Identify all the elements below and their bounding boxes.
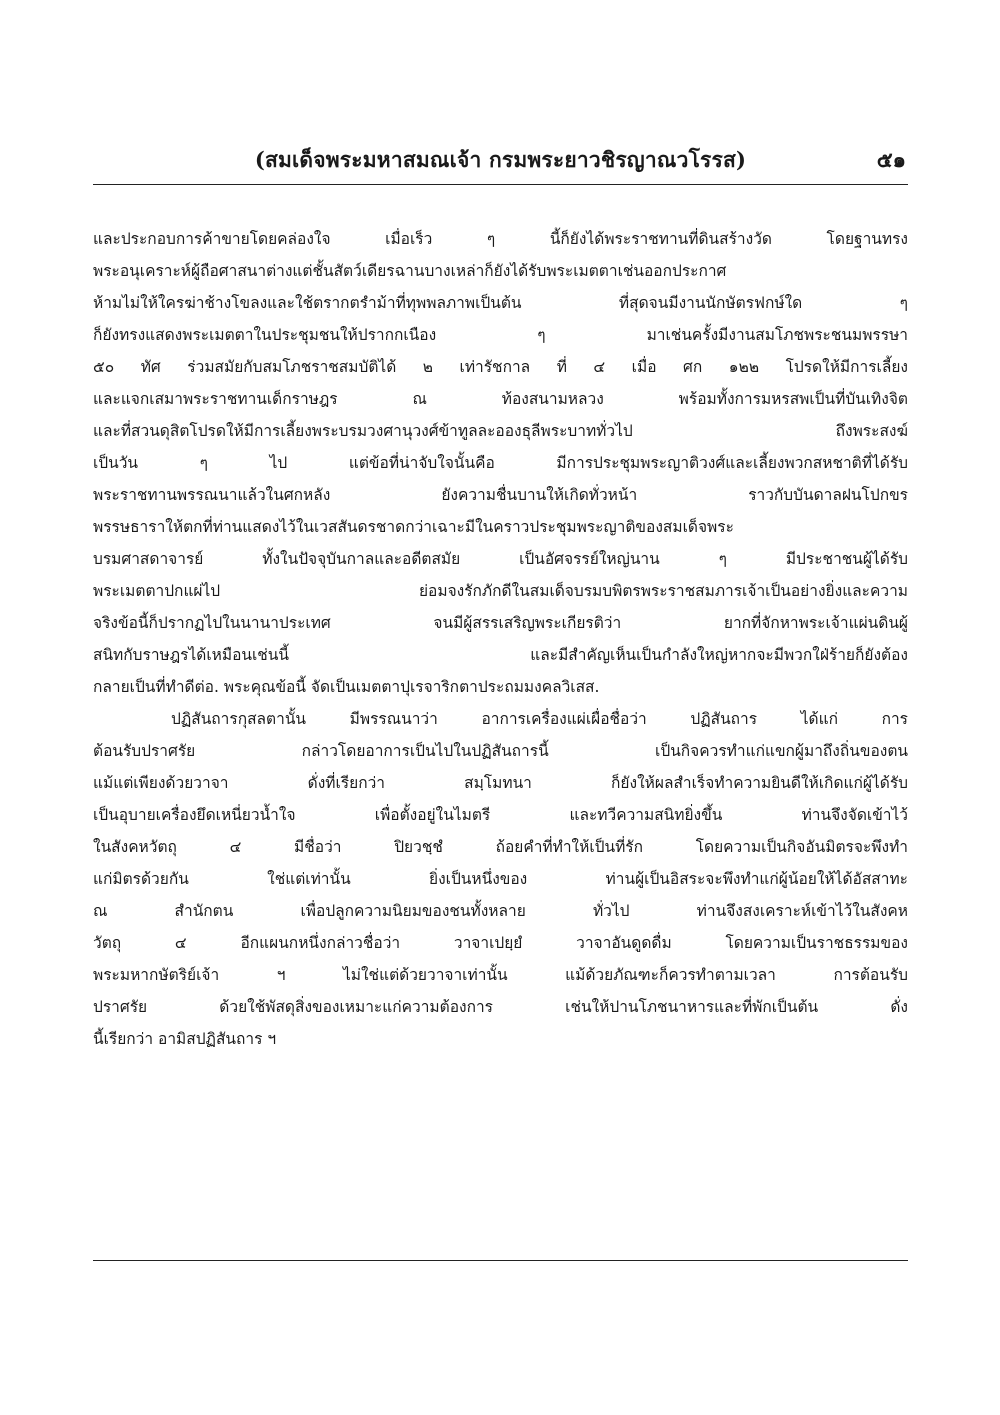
text-line: ต้อนรับปราศรัย กล่าวโดยอาการเป็นไปในปฏิสันถารนี้ เป็นกิจควรทำแก่แขกผู้มาถึงถิ่นของตน	[93, 742, 908, 760]
text-line: และที่สวนดุสิตโปรดให้มีการเลี้ยงพระบรมวงศานุวงศ์ข้าทูลละอองธุลีพระบาททั่วไป ถึงพระสงฆ์	[93, 422, 908, 440]
text-line: ปฏิสันถารกุสลตานั้น มีพรรณนาว่า อาการเครื่องแผ่เผื่อชื่อว่า ปฏิสันถาร ได้แก่ การ	[171, 710, 908, 728]
body-text	[93, 223, 908, 1055]
text-line: เป็นวัน ๆ ไป แต่ข้อที่น่าจับใจนั้นคือ มีการประชุมพระญาติวงศ์และเลี้ยงพวกสหชาติที่ได้รับ	[93, 454, 908, 472]
text-line: ณ สำนักตน เพื่อปลูกความนิยมของชนทั้งหลาย ทั่วไป ท่านจึงสงเคราะห์เข้าไว้ในสังคห	[93, 902, 908, 920]
text-line: พระมหากษัตริย์เจ้า ฯ ไม่ใช่แต่ด้วยวาจาเท่านั้น แม้ด้วยภัณฑะก็ควรทำตามเวลา การต้อนรับ	[93, 966, 908, 984]
text-line: และแจกเสมาพระราชทานเด็กราษฎร ณ ท้องสนามหลวง พร้อมทั้งการมหรสพเป็นที่บันเทิงจิต	[93, 390, 908, 408]
header-title: (สมเด็จพระมหาสมณเจ้า กรมพระยาวชิรญาณวโรรส)	[254, 147, 747, 172]
text-line: ห้ามไม่ให้ใครฆ่าช้างโขลงและใช้ตรากตรำม้าที่ทุพพลภาพเป็นต้น ที่สุดจนมีงานนักษัตรฟกษ์ใด ๆ	[93, 294, 908, 312]
text-line: พระราชทานพรรณนาแล้วในศกหลัง ยังความชื่นบานให้เกิดทั่วหน้า ราวกับบันดาลฝนโปกขร	[93, 486, 908, 504]
text-line: จริงข้อนี้ก็ปรากฏไปในนานาประเทศ จนมีผู้สรรเสริญพระเกียรติว่า ยากที่จักหาพระเจ้าแผ่นดินผู้	[93, 614, 908, 632]
text-line: พรรษธาราให้ตกที่ท่านแสดงไว้ในเวสสันดรชาดกว่าเฉาะมีในคราวประชุมพระญาติของสมเด็จพระ	[93, 518, 734, 536]
paragraph-patisanthara	[93, 703, 908, 1055]
text-line: ก็ยังทรงแสดงพระเมตตาในประชุมชนให้ปรากกเนือง ๆ มาเช่นครั้งมีงานสมโภชพระชนมพรรษา	[93, 326, 908, 344]
running-header	[93, 140, 908, 185]
footer-rule	[93, 1260, 908, 1261]
text-line: พระเมตตาปกแผ่ไป ย่อมจงรักภักดีในสมเด็จบรมบพิตรพระราชสมภารเจ้าเป็นอย่างยิ่งและความ	[93, 582, 908, 600]
page-number: ๕๑	[876, 147, 906, 172]
text-line: แม้แต่เพียงด้วยวาจา ดั่งที่เรียกว่า สมฺโมทนา ก็ยังให้ผลสำเร็จทำความยินดีให้เกิดแก่ผู้ได้รับ	[93, 774, 908, 792]
text-line: และประกอบการค้าขายโดยคล่องใจ เมื่อเร็ว ๆ นี้ก็ยังได้พระราชทานที่ดินสร้างวัด โดยฐานทรง	[93, 230, 908, 248]
text-line: เป็นอุบายเครื่องยึดเหนี่ยวน้ำใจ เพื่อตั้งอยู่ในไมตรี และทวีความสนิทยิ่งขึ้น ท่านจึงจัดเข้าไว้	[93, 806, 908, 824]
text-line: พระอนุเคราะห์ผู้ถือศาสนาต่างแต่ชั้นสัตว์เดียรฉานบางเหล่าก็ยังได้รับพระเมตตาเช่นออกประกาศ	[93, 262, 727, 280]
text-line: วัตถุ ๔ อีกแผนกหนึ่งกล่าวชื่อว่า วาจาเปยฺยํ วาจาอันดูดดื่ม โดยความเป็นราชธรรมของ	[93, 934, 908, 952]
text-line: นี้เรียกว่า อามิสปฏิสันถาร ฯ	[93, 1030, 277, 1048]
text-line: ในสังคหวัตถุ ๔ มีชื่อว่า ปิยวชฺชํ ถ้อยคำที่ทำให้เป็นที่รัก โดยความเป็นกิจอันมิตรจะพึงทำ	[93, 838, 908, 856]
paragraph-continued	[93, 223, 908, 703]
text-line: ปราศรัย ด้วยใช้พัสดุสิ่งของเหมาะแก่ความต้องการ เช่นให้ปานโภชนาหารและที่พักเป็นต้น ดั่ง	[93, 998, 908, 1016]
text-line: สนิทกับราษฎรได้เหมือนเช่นนี้ และมีสำคัญเห็นเป็นกำลังใหญ่หากจะมีพวกใฝ่ร้ายก็ยังต้อง	[93, 646, 908, 664]
text-line: ๕๐ ทัศ ร่วมสมัยกับสมโภชราชสมบัติได้ ๒ เท่ารัชกาล ที่ ๔ เมื่อ ศก ๑๒๒ โปรดให้มีการเลี้ยง	[93, 358, 908, 376]
text-line: กลายเป็นที่ทำดีต่อ. พระคุณข้อนี้ จัดเป็นเมตตาปุเรจาริกตาประถมมงคลวิเสส.	[93, 678, 600, 696]
text-line: แก่มิตรด้วยกัน ใช่แต่เท่านั้น ยิ่งเป็นหนึ่งของ ท่านผู้เป็นอิสระจะพึงทำแก่ผู้น้อยให้ได้อัสสาทะ	[93, 870, 908, 888]
text-line: บรมศาสดาจารย์ ทั้งในปัจจุบันกาลและอดีตสมัย เป็นอัศจรรย์ใหญ่นาน ๆ มีประชาชนผู้ได้รับ	[93, 550, 908, 568]
